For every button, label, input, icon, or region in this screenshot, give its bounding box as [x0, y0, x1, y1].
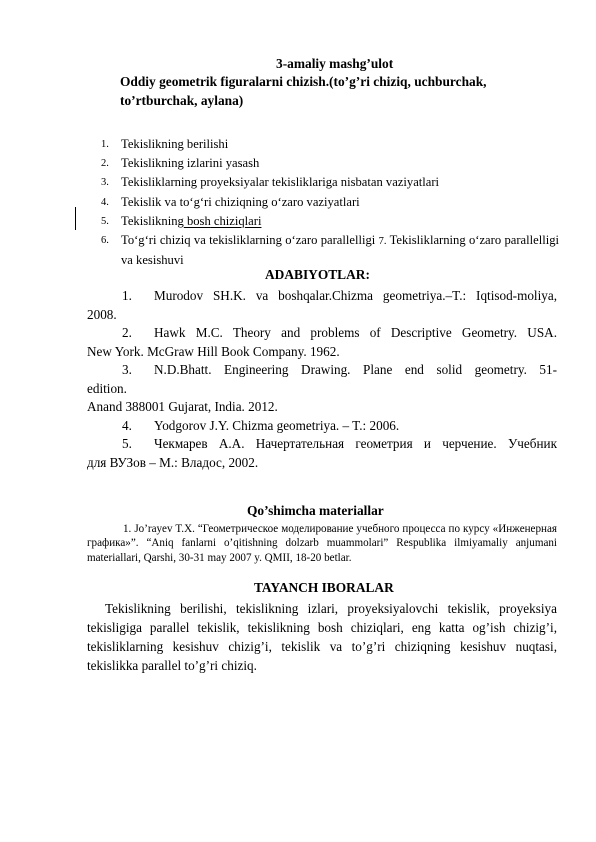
topic-number: 5.: [101, 215, 109, 227]
topic-text: Tekislikning izlarini yasash: [121, 156, 260, 171]
reference-number: 4.: [122, 417, 132, 433]
topic-text-underlined: chiziqlari: [210, 213, 262, 228]
reference-number: 3.: [122, 362, 132, 377]
topic-inline-number: 7.: [378, 236, 387, 248]
reference-text: Yodgorov J.Y. Chizma geometriya. – T.: 2006.: [154, 417, 400, 433]
topic-item: [101, 173, 559, 192]
topic-item: [101, 212, 559, 231]
topics-list: [101, 135, 559, 270]
topic-item: [101, 154, 559, 173]
topic-text: Tekislikning berilishi: [121, 137, 229, 151]
topic-text: Tekisliklarning o‘zaro parallelligi va kesishuvi: [121, 233, 559, 268]
topic-number: 3.: [101, 177, 109, 189]
lesson-subtitle-line1: Oddiy geometrik figuralarni chizish.(to’g’ri chiziq, uchburchak,: [120, 74, 487, 89]
lesson-title: 3-amaliy mashg’ulot: [276, 56, 394, 71]
reference-number: 1.: [122, 288, 132, 303]
margin-change-bar: [75, 207, 76, 230]
supplementary-heading: Qo’shimcha materiallar: [247, 503, 384, 518]
reference-text: edition.: [87, 380, 127, 396]
reference-item: [87, 324, 557, 361]
topic-item: [101, 135, 559, 154]
topic-number: 1.: [101, 139, 109, 150]
reference-item: [87, 417, 557, 436]
reference-text: Чекмарев А.А. Начертательная геометрия и черчение. Учебник: [154, 436, 557, 451]
lesson-subtitle-line2: to’rtburchak, aylana): [120, 93, 244, 108]
topic-number: 6.: [101, 235, 109, 247]
reference-item: [87, 361, 557, 417]
topic-text: Tekislik va to‘g‘ri chiziqning o‘zaro vaziyatlari: [121, 194, 360, 209]
keywords-text-block: [87, 599, 557, 675]
topic-text: To‘g‘ri chiziq va tekisliklarning o‘zaro parallelligi: [121, 233, 376, 248]
reference-number: 5.: [122, 436, 132, 451]
references-list: [87, 287, 557, 472]
reference-text: Hawk M.C. Theory and problems of Descriptive Geometry. USA.: [154, 325, 557, 340]
reference-text: N.D.Bhatt. Engineering Drawing. Plane end solid geometry. 51-: [154, 362, 557, 377]
topic-item: [101, 193, 559, 212]
topic-item: [101, 231, 559, 270]
reference-number: 2.: [122, 325, 132, 340]
reference-text: Anand 388001 Gujarat, India. 2012.: [87, 399, 278, 414]
keywords-text: Tekislikning berilishi, tekislikning izlari, proyeksiyalovchi tekislik, proyeksiya tekisligiga parallel tekislik, tekislikning bosh chiziqlari, eng katta og’ish chizig’i, tekisliklarning kesishuv chizig’i, tekislik va to’g’ri chiziqning kesishuv nuqtasi, tekislikka parallel to’g’ri chiziq.: [87, 601, 557, 673]
supplementary-text-block: [87, 522, 557, 565]
reference-text: New York. McGraw Hill Book Company. 1962.: [87, 343, 340, 359]
references-heading: ADABIYOTLAR:: [265, 267, 370, 282]
reference-item: [87, 287, 557, 324]
topic-text-underlined: bosh: [183, 213, 211, 228]
reference-text: для ВУЗов – М.: Владос, 2002.: [87, 454, 259, 470]
reference-text: 2008.: [87, 306, 117, 322]
topic-text: Tekislikning: [121, 213, 184, 228]
reference-item: [87, 435, 557, 472]
keywords-heading: TAYANCH IBORALAR: [254, 580, 394, 595]
topic-number: 4.: [101, 196, 109, 208]
topic-number: 2.: [101, 158, 109, 170]
supplementary-text: 1. Jo’rayev T.X. “Геометрическое моделирование учебного процесса по курсу «Инженерная графика»”. “Aniq fanlarni o’qitishning dolzarb muammolari” Respublika ilmiyamaliy anjumani materiallari, Qarshi, 30-31 may 2007 y. QMII, 18-20 betlar.: [87, 523, 557, 564]
reference-text: Murodov SH.K. va boshqalar.Chizma geometriya.–T.: Iqtisod-moliya,: [154, 288, 557, 303]
topic-text: Tekisliklarning proyeksiyalar tekisliklariga nisbatan vaziyatlari: [121, 175, 440, 190]
